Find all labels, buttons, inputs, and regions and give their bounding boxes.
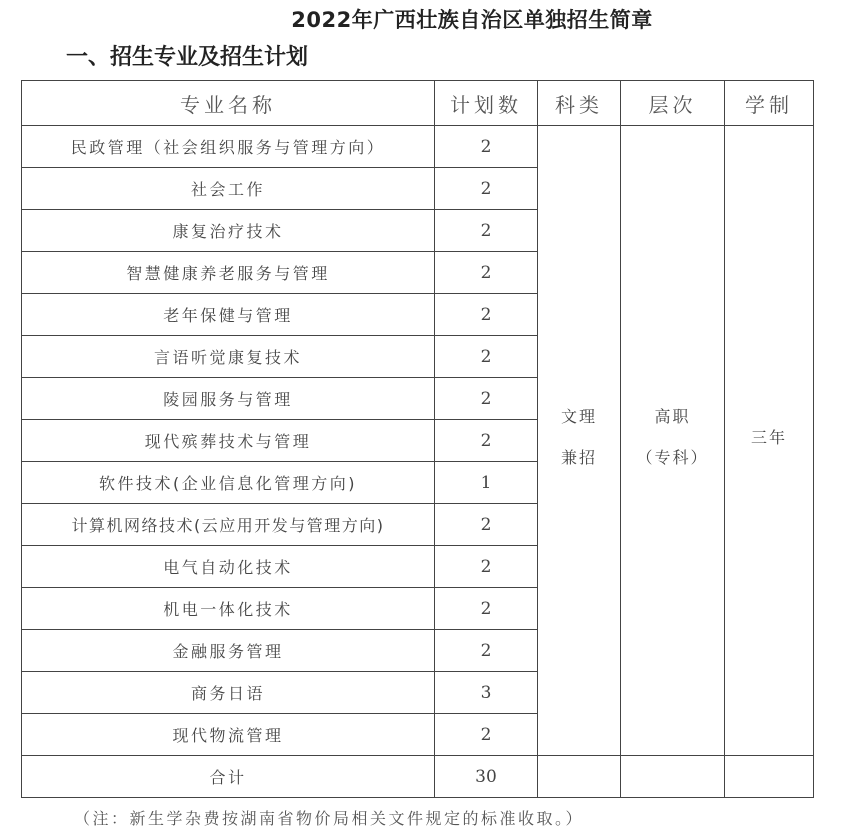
duration-cell	[725, 126, 814, 756]
header-level: 层次	[621, 81, 725, 126]
major-name: 社会工作	[22, 168, 435, 210]
major-name: 言语听觉康复技术	[22, 336, 435, 378]
plan-count: 2	[435, 378, 538, 420]
category-line: 兼招	[560, 448, 597, 467]
major-name: 电气自动化技术	[22, 546, 435, 588]
category-cell	[538, 126, 621, 756]
major-name: 现代物流管理	[22, 714, 435, 756]
major-name: 计算机网络技术(云应用开发与管理方向)	[22, 504, 435, 546]
major-name: 老年保健与管理	[22, 294, 435, 336]
major-name: 智慧健康养老服务与管理	[22, 252, 435, 294]
document-title: 2022年广西壮族自治区单独招生简章	[291, 8, 653, 32]
header-plan-count: 计划数	[435, 81, 538, 126]
plan-count: 2	[435, 504, 538, 546]
major-name: 康复治疗技术	[22, 210, 435, 252]
plan-count: 2	[435, 420, 538, 462]
plan-count: 3	[435, 672, 538, 714]
plan-count: 2	[435, 714, 538, 756]
major-name: 商务日语	[22, 672, 435, 714]
section-heading: 一、招生专业及招生计划	[66, 45, 309, 70]
plan-count: 2	[435, 252, 538, 294]
plan-count: 2	[435, 294, 538, 336]
total-row	[22, 756, 814, 798]
total-label: 合计	[22, 756, 435, 798]
major-name: 现代殡葬技术与管理	[22, 420, 435, 462]
empty-cell	[725, 756, 814, 798]
table-row	[22, 126, 814, 168]
plan-count: 2	[435, 126, 538, 168]
plan-count: 2	[435, 336, 538, 378]
major-name: 陵园服务与管理	[22, 378, 435, 420]
plan-count: 1	[435, 462, 538, 504]
plan-count: 2	[435, 588, 538, 630]
major-name: 民政管理（社会组织服务与管理方向）	[22, 126, 435, 168]
plan-count: 2	[435, 210, 538, 252]
level-line: （专科）	[636, 448, 709, 467]
major-name: 软件技术(企业信息化管理方向)	[22, 462, 435, 504]
plan-count: 2	[435, 168, 538, 210]
total-count: 30	[435, 756, 538, 798]
major-name: 机电一体化技术	[22, 588, 435, 630]
header-major: 专业名称	[22, 81, 435, 126]
empty-cell	[621, 756, 725, 798]
level-cell	[621, 126, 725, 756]
table-header-row	[22, 81, 814, 126]
header-duration: 学制	[725, 81, 814, 126]
category-line: 文理	[560, 407, 597, 426]
plan-count: 2	[435, 546, 538, 588]
duration-value: 三年	[750, 428, 787, 447]
enrollment-plan-table	[21, 80, 814, 798]
footnote: （注：新生学杂费按湖南省物价局相关文件规定的标准收取。）	[74, 809, 585, 828]
header-category: 科类	[538, 81, 621, 126]
plan-count: 2	[435, 630, 538, 672]
major-name: 金融服务管理	[22, 630, 435, 672]
level-line: 高职	[654, 407, 691, 426]
empty-cell	[538, 756, 621, 798]
